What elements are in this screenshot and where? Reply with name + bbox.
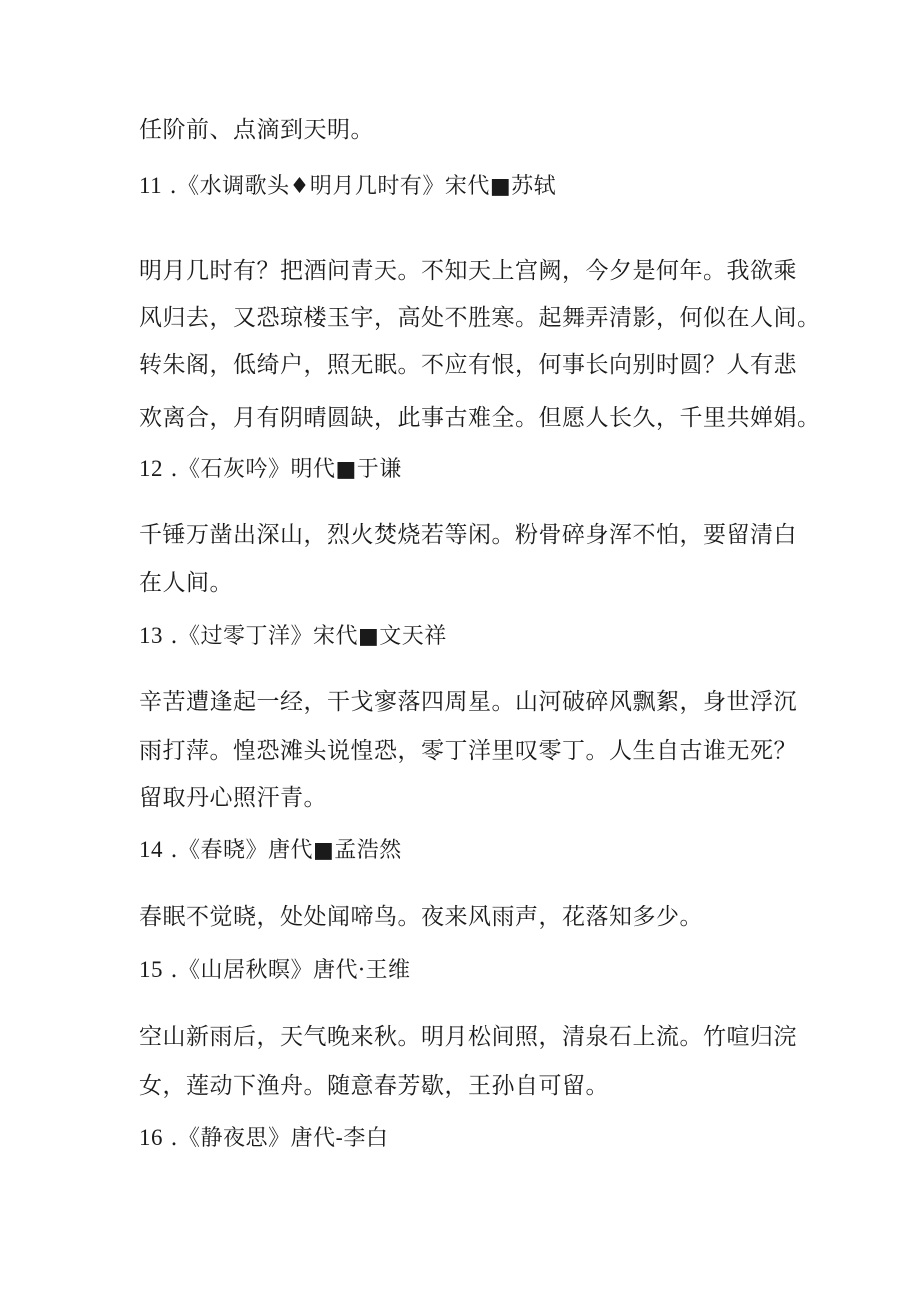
poem-15-line-2: 女，莲动下渔舟。随意春芳歇，王孙自可留。 [139, 1073, 609, 1099]
poem-16-number: 16 [139, 1125, 163, 1150]
poem-15-number: 15 [139, 957, 163, 982]
poem-12-line-2: 在人间。 [139, 570, 233, 596]
poem-13-heading [139, 621, 447, 652]
poem-13-line-2: 雨打萍。惶恐滩头说惶恐，零丁洋里叹零丁。人生自古谁无死？ [139, 738, 797, 764]
poem-13-line-1: 辛苦遭逢起一经，干戈寥落四周星。山河破碎风飘絮，身世浮沉 [139, 689, 797, 715]
poem-14-title: .《春晓》唐代■孟浩然 [163, 838, 402, 863]
poem-13-title: .《过零丁洋》宋代■文天祥 [163, 624, 447, 649]
poem-14-heading [139, 835, 402, 866]
poem-15-title: .《山居秋暝》唐代·王维 [163, 958, 411, 983]
poem-14-line-1: 春眠不觉晓，处处闻啼鸟。夜来风雨声，花落知多少。 [139, 904, 703, 930]
poem-11-heading [139, 171, 556, 202]
poem-16-heading [139, 1123, 388, 1154]
poem-12-title: .《石灰吟》明代■于谦 [163, 457, 402, 482]
poem-15-heading [139, 955, 410, 986]
poem-10-last-line: 任阶前、点滴到天明。 [139, 117, 374, 143]
poem-14-number: 14 [139, 837, 163, 862]
poem-12-line-1: 千锤万凿出深山，烈火焚烧若等闲。粉骨碎身浑不怕，要留清白 [139, 522, 797, 548]
poem-16-title: .《静夜思》唐代-李白 [163, 1126, 389, 1151]
poem-11-line-2: 风归去，又恐琼楼玉宇，高处不胜寒。起舞弄清影，何似在人间。 [139, 305, 821, 331]
poem-12-number: 12 [139, 456, 163, 481]
poem-12-heading [139, 454, 402, 485]
poem-11-line-4: 欢离合，月有阴晴圆缺，此事古难全。但愿人长久，千里共婵娟。 [139, 405, 821, 431]
poem-15-line-1: 空山新雨后，天气晚来秋。明月松间照，清泉石上流。竹喧归浣 [139, 1024, 797, 1050]
poem-13-number: 13 [139, 623, 163, 648]
poem-11-line-3: 转朱阁，低绮户，照无眠。不应有恨，何事长向别时圆？人有悲 [139, 352, 797, 378]
poem-11-line-1: 明月几时有？把酒问青天。不知天上宫阙，今夕是何年。我欲乘 [139, 258, 797, 284]
poem-13-line-3: 留取丹心照汗青。 [139, 785, 327, 811]
poem-11-title: .《水调歌头♦明月几时有》宋代■苏轼 [162, 174, 557, 199]
poem-11-number: 11 [139, 173, 163, 198]
